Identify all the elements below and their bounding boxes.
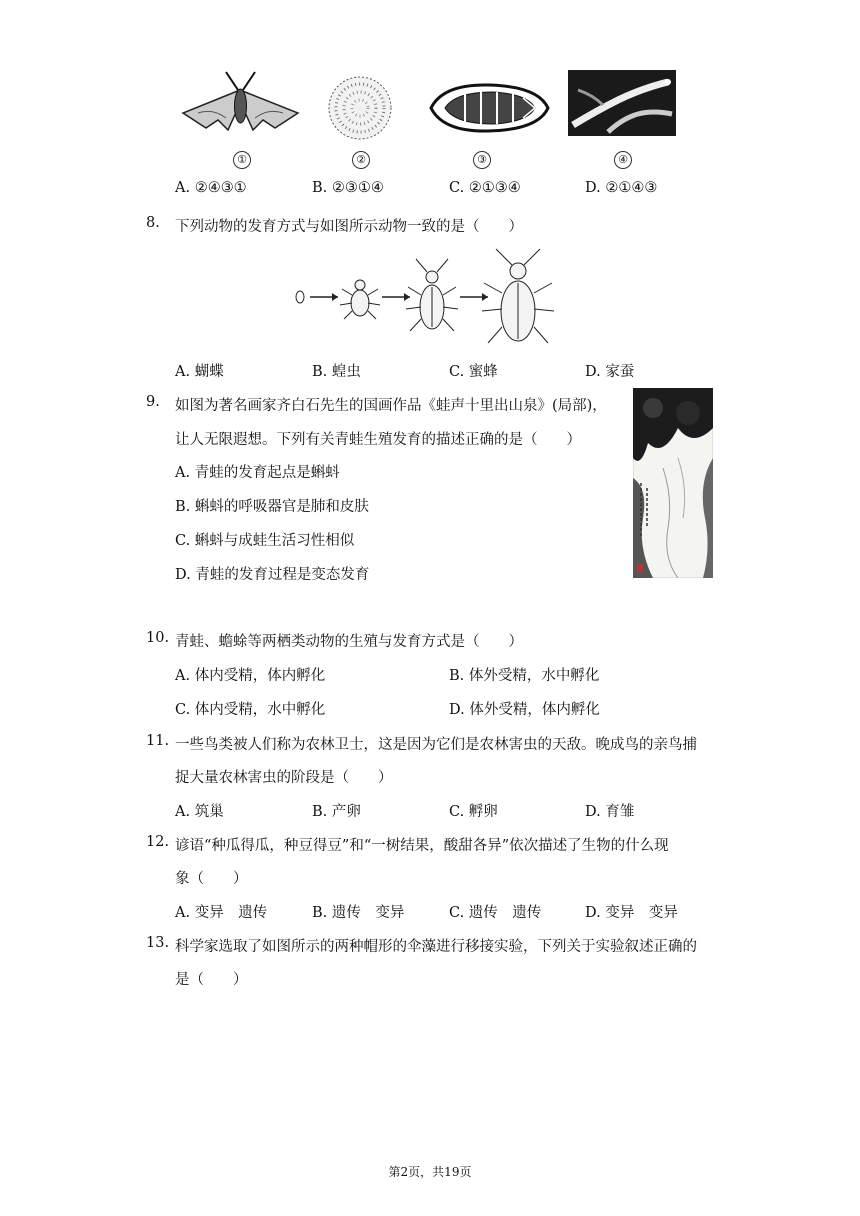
q9-option-a: A. 青蛙的发育起点是蝌蚪 bbox=[175, 465, 340, 481]
q9-option-b: B. 蝌蚪的呼吸器官是肺和皮肤 bbox=[175, 499, 369, 515]
page-footer: 第2页，共19页 bbox=[388, 1165, 472, 1179]
q8-option-d: D. 家蚕 bbox=[585, 364, 635, 380]
q7-option-b: B. ②③①④ bbox=[312, 180, 384, 196]
q8-option-b: B. 蝗虫 bbox=[312, 364, 361, 380]
q11-option-d: D. 育雏 bbox=[585, 804, 635, 820]
fig-label-1: ① bbox=[233, 151, 251, 169]
q12-stem-line1: 谚语“种瓜得瓜，种豆得豆”和“一树结果，酸甜各异”依次描述了生物的什么现 bbox=[175, 838, 669, 854]
fig-label-3: ③ bbox=[473, 151, 491, 169]
larva-figure bbox=[568, 70, 676, 136]
q13-stem-line1: 科学家选取了如图所示的两种帽形的伞藻进行移接实验，下列关于实验叙述正确的 bbox=[175, 939, 697, 955]
q12-stem-line2: 象（ ） bbox=[175, 871, 248, 887]
q9-option-c: C. 蝌蚪与成蛙生活习性相似 bbox=[175, 533, 355, 549]
q7-option-a: A. ②④③① bbox=[175, 180, 247, 196]
frog-painting-figure bbox=[633, 388, 713, 578]
q10-option-c: C. 体内受精，水中孵化 bbox=[175, 702, 326, 718]
q8-number: 8. bbox=[146, 215, 160, 231]
q11-stem-line1: 一些鸟类被人们称为农林卫士，这是因为它们是农林害虫的天敌。晚成鸟的亲鸟捕 bbox=[175, 737, 697, 753]
moth-figure bbox=[178, 68, 303, 136]
q8-stem: 下列动物的发育方式与如图所示动物一致的是（ ） bbox=[175, 219, 523, 235]
q11-stem-line2: 捉大量农林害虫的阶段是（ ） bbox=[175, 770, 393, 786]
q9-option-d: D. 青蛙的发育过程是变态发育 bbox=[175, 567, 370, 583]
q11-option-c: C. 孵卵 bbox=[449, 804, 498, 820]
q9-stem-line1: 如图为著名画家齐白石先生的国画作品《蛙声十里出山泉》(局部)， bbox=[175, 398, 607, 414]
q11-option-b: B. 产卵 bbox=[312, 804, 361, 820]
q10-stem: 青蛙、蟾蜍等两栖类动物的生殖与发育方式是（ ） bbox=[175, 634, 523, 650]
q8-option-a: A. 蝴蝶 bbox=[175, 364, 224, 380]
eggs-figure bbox=[326, 74, 394, 142]
fig-label-4: ④ bbox=[614, 151, 632, 169]
q10-option-b: B. 体外受精，水中孵化 bbox=[449, 668, 600, 684]
q12-option-b: B. 遗传 变异 bbox=[312, 905, 405, 921]
pupa-figure bbox=[423, 80, 553, 136]
q7-option-c: C. ②①③④ bbox=[449, 180, 521, 196]
q11-option-a: A. 筑巢 bbox=[175, 804, 224, 820]
q8-option-c: C. 蜜蜂 bbox=[449, 364, 498, 380]
q7-option-d: D. ②①④③ bbox=[585, 180, 658, 196]
q10-number: 10. bbox=[146, 630, 170, 646]
q9-stem-line2: 让人无限遐想。下列有关青蛙生殖发育的描述正确的是（ ） bbox=[175, 432, 581, 448]
q10-option-d: D. 体外受精，体内孵化 bbox=[449, 702, 600, 718]
q12-number: 12. bbox=[146, 834, 170, 850]
q11-number: 11. bbox=[146, 733, 170, 749]
beetle-development-figure bbox=[290, 245, 560, 347]
q12-option-a: A. 变异 遗传 bbox=[175, 905, 268, 921]
q12-option-d: D. 变异 变异 bbox=[585, 905, 678, 921]
q9-number: 9. bbox=[146, 394, 160, 410]
q13-stem-line2: 是（ ） bbox=[175, 972, 248, 988]
q12-option-c: C. 遗传 遗传 bbox=[449, 905, 542, 921]
fig-label-2: ② bbox=[352, 151, 370, 169]
q13-number: 13. bbox=[146, 935, 170, 951]
q10-option-a: A. 体内受精，体内孵化 bbox=[175, 668, 326, 684]
